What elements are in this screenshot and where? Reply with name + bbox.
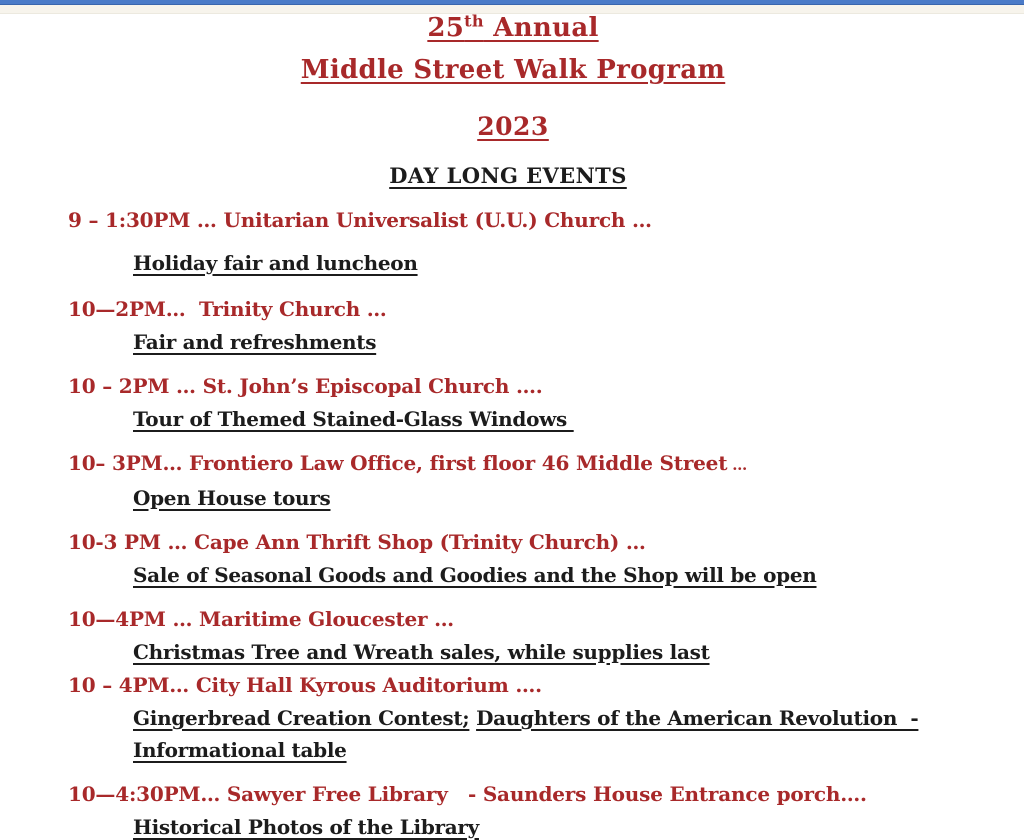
- event-time-venue: 10—4PM … Maritime Gloucester …: [68, 606, 454, 631]
- event-frontiero-law-office: [68, 450, 988, 511]
- section-heading-day-long-events: DAY LONG EVENTS: [389, 162, 627, 188]
- event-time-venue: 10—4:30PM… Sawyer Free Library - Saunders House Entrance porch….: [68, 781, 867, 806]
- event-st-johns: [68, 373, 988, 432]
- event-time-suffix: …: [727, 455, 748, 474]
- event-detail: Fair and refreshments: [133, 329, 377, 354]
- event-sawyer-free-library: [68, 781, 988, 840]
- event-time-venue: 10 – 2PM … St. John’s Episcopal Church ….: [68, 373, 543, 398]
- event-time-venue: 10-3 PM … Cape Ann Thrift Shop (Trinity Church) …: [68, 529, 646, 554]
- document-page: [0, 5, 1024, 840]
- event-time-venue: 9 – 1:30PM … Unitarian Universalist (U.U.) Church …: [68, 207, 652, 232]
- event-city-hall: [68, 672, 988, 763]
- title-line-program: Middle Street Walk Program: [300, 54, 726, 85]
- event-detail: Holiday fair and luncheon: [133, 250, 418, 275]
- title-line-year: 2023: [477, 111, 549, 141]
- event-detail: Open House tours: [133, 485, 331, 510]
- title-line-annual: 25th Annual: [427, 11, 599, 43]
- event-detail: Informational table: [133, 737, 347, 762]
- event-time-venue: 10 – 4PM… City Hall Kyrous Auditorium ….: [68, 672, 542, 697]
- event-time-venue: 10– 3PM… Frontiero Law Office, first floor 46 Middle Street …: [68, 450, 748, 475]
- event-detail: Christmas Tree and Wreath sales, while supplies last: [133, 639, 710, 664]
- event-detail: Sale of Seasonal Goods and Goodies and the Shop will be open: [133, 562, 817, 587]
- event-detail: Gingerbread Creation Contest; Daughters of the American Revolution -: [133, 705, 919, 730]
- event-detail: Tour of Themed Stained-Glass Windows: [133, 406, 574, 431]
- event-trinity-church: [68, 296, 988, 355]
- events-list: [68, 207, 988, 840]
- event-maritime-gloucester: [68, 606, 988, 665]
- event-detail: Historical Photos of the Library: [133, 814, 479, 839]
- event-time-venue: 10—2PM… Trinity Church …: [68, 296, 387, 321]
- event-cape-ann-thrift-shop: [68, 529, 988, 588]
- event-uu-church: [68, 207, 988, 276]
